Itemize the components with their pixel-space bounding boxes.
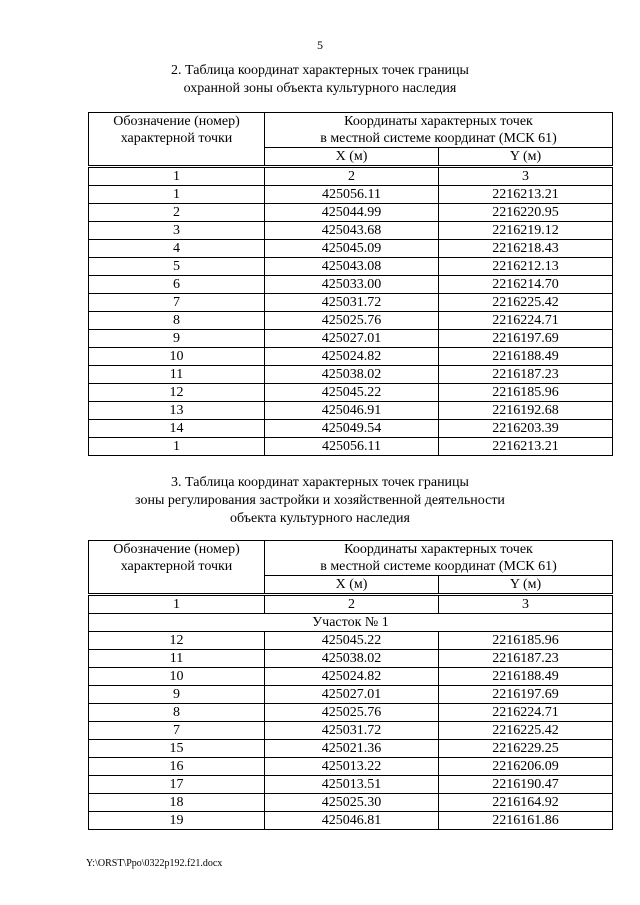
x-coordinate-cell: 425021.36 bbox=[265, 740, 439, 758]
development-regulation-zone-coordinates-table bbox=[88, 540, 613, 830]
y-coordinate-cell: 2216187.23 bbox=[439, 366, 613, 384]
point-number-cell: 12 bbox=[89, 632, 265, 650]
y-coordinate-cell: 2216225.42 bbox=[439, 294, 613, 312]
point-number-cell: 12 bbox=[89, 384, 265, 402]
table-row bbox=[89, 366, 613, 384]
y-coordinate-cell: 2216203.39 bbox=[439, 420, 613, 438]
table-row bbox=[89, 650, 613, 668]
y-coordinate-cell: 2216218.43 bbox=[439, 240, 613, 258]
y-coordinate-cell: 2216229.25 bbox=[439, 740, 613, 758]
y-coordinate-cell: 2216224.71 bbox=[439, 312, 613, 330]
x-coordinate-cell: 425027.01 bbox=[265, 330, 439, 348]
section-2-title bbox=[0, 62, 640, 98]
x-coordinate-cell: 425049.54 bbox=[265, 420, 439, 438]
x-coordinate-cell: 425025.76 bbox=[265, 312, 439, 330]
table-body bbox=[89, 186, 613, 456]
point-number-cell: 10 bbox=[89, 668, 265, 686]
y-coordinate-cell: 2216187.23 bbox=[439, 650, 613, 668]
table-row bbox=[89, 348, 613, 366]
header-y: Y (м) bbox=[439, 576, 613, 595]
table-row bbox=[89, 384, 613, 402]
page-number: 5 bbox=[317, 38, 323, 52]
y-coordinate-cell: 2216185.96 bbox=[439, 384, 613, 402]
y-coordinate-cell: 2216213.21 bbox=[439, 186, 613, 204]
x-coordinate-cell: 425031.72 bbox=[265, 722, 439, 740]
column-number-3: 3 bbox=[439, 167, 613, 186]
point-number-cell: 8 bbox=[89, 704, 265, 722]
point-number-cell: 5 bbox=[89, 258, 265, 276]
section-2-title-line-2: охранной зоны объекта культурного наследия bbox=[183, 81, 457, 96]
point-number-cell: 18 bbox=[89, 794, 265, 812]
point-number-cell: 17 bbox=[89, 776, 265, 794]
point-number-cell: 2 bbox=[89, 204, 265, 222]
table-row bbox=[89, 294, 613, 312]
y-coordinate-cell: 2216161.86 bbox=[439, 812, 613, 830]
y-coordinate-cell: 2216225.42 bbox=[439, 722, 613, 740]
section-3-title bbox=[0, 474, 640, 528]
column-number-2: 2 bbox=[265, 595, 439, 614]
point-number-cell: 1 bbox=[89, 438, 265, 456]
x-coordinate-cell: 425046.91 bbox=[265, 402, 439, 420]
table-row bbox=[89, 758, 613, 776]
table-row bbox=[89, 668, 613, 686]
x-coordinate-cell: 425056.11 bbox=[265, 438, 439, 456]
footer-file-path: Y:\ORST\Ppo\0322p192.f21.docx bbox=[86, 858, 223, 869]
point-number-cell: 16 bbox=[89, 758, 265, 776]
x-coordinate-cell: 425033.00 bbox=[265, 276, 439, 294]
table-row bbox=[89, 258, 613, 276]
section-3-title-line-1: 3. Таблица координат характерных точек границы bbox=[171, 475, 469, 490]
table-row bbox=[89, 776, 613, 794]
x-coordinate-cell: 425038.02 bbox=[265, 650, 439, 668]
protection-zone-coordinates-table bbox=[88, 112, 613, 456]
y-coordinate-cell: 2216190.47 bbox=[439, 776, 613, 794]
y-coordinate-cell: 2216219.12 bbox=[439, 222, 613, 240]
x-coordinate-cell: 425025.76 bbox=[265, 704, 439, 722]
point-number-cell: 6 bbox=[89, 276, 265, 294]
section-3-title-line-3: объекта культурного наследия bbox=[230, 511, 410, 526]
table-row bbox=[89, 438, 613, 456]
point-number-cell: 13 bbox=[89, 402, 265, 420]
column-number-2: 2 bbox=[265, 167, 439, 186]
header-point-designation: Обозначение (номер) характерной точки bbox=[89, 541, 265, 595]
table-row bbox=[89, 204, 613, 222]
point-number-cell: 8 bbox=[89, 312, 265, 330]
point-number-cell: 19 bbox=[89, 812, 265, 830]
header-coordinates: Координаты характерных точек в местной системе координат (МСК 61) bbox=[265, 541, 613, 576]
x-coordinate-cell: 425045.09 bbox=[265, 240, 439, 258]
point-number-cell: 11 bbox=[89, 650, 265, 668]
x-coordinate-cell: 425046.81 bbox=[265, 812, 439, 830]
column-number-3: 3 bbox=[439, 595, 613, 614]
table-row bbox=[89, 740, 613, 758]
table-row bbox=[89, 276, 613, 294]
x-coordinate-cell: 425025.30 bbox=[265, 794, 439, 812]
point-number-cell: 7 bbox=[89, 722, 265, 740]
point-number-cell: 10 bbox=[89, 348, 265, 366]
x-coordinate-cell: 425044.99 bbox=[265, 204, 439, 222]
y-coordinate-cell: 2216212.13 bbox=[439, 258, 613, 276]
x-coordinate-cell: 425043.68 bbox=[265, 222, 439, 240]
x-coordinate-cell: 425024.82 bbox=[265, 348, 439, 366]
y-coordinate-cell: 2216164.92 bbox=[439, 794, 613, 812]
y-coordinate-cell: 2216197.69 bbox=[439, 686, 613, 704]
table-row bbox=[89, 812, 613, 830]
header-y: Y (м) bbox=[439, 148, 613, 167]
table-row bbox=[89, 312, 613, 330]
y-coordinate-cell: 2216197.69 bbox=[439, 330, 613, 348]
point-number-cell: 4 bbox=[89, 240, 265, 258]
x-coordinate-cell: 425045.22 bbox=[265, 632, 439, 650]
x-coordinate-cell: 425031.72 bbox=[265, 294, 439, 312]
x-coordinate-cell: 425024.82 bbox=[265, 668, 439, 686]
table-row bbox=[89, 722, 613, 740]
point-number-cell: 11 bbox=[89, 366, 265, 384]
table-row bbox=[89, 240, 613, 258]
x-coordinate-cell: 425013.51 bbox=[265, 776, 439, 794]
y-coordinate-cell: 2216206.09 bbox=[439, 758, 613, 776]
y-coordinate-cell: 2216220.95 bbox=[439, 204, 613, 222]
plot-label: Участок № 1 bbox=[89, 614, 613, 632]
y-coordinate-cell: 2216192.68 bbox=[439, 402, 613, 420]
point-number-cell: 9 bbox=[89, 686, 265, 704]
y-coordinate-cell: 2216213.21 bbox=[439, 438, 613, 456]
point-number-cell: 14 bbox=[89, 420, 265, 438]
x-coordinate-cell: 425056.11 bbox=[265, 186, 439, 204]
table-row bbox=[89, 632, 613, 650]
header-x: X (м) bbox=[265, 576, 439, 595]
table-row bbox=[89, 686, 613, 704]
table-row bbox=[89, 794, 613, 812]
point-number-cell: 3 bbox=[89, 222, 265, 240]
header-coordinates: Координаты характерных точек в местной системе координат (МСК 61) bbox=[265, 113, 613, 148]
table-body bbox=[89, 632, 613, 830]
header-x: X (м) bbox=[265, 148, 439, 167]
column-number-1: 1 bbox=[89, 167, 265, 186]
point-number-cell: 15 bbox=[89, 740, 265, 758]
y-coordinate-cell: 2216224.71 bbox=[439, 704, 613, 722]
x-coordinate-cell: 425027.01 bbox=[265, 686, 439, 704]
table-row bbox=[89, 186, 613, 204]
y-coordinate-cell: 2216188.49 bbox=[439, 668, 613, 686]
y-coordinate-cell: 2216188.49 bbox=[439, 348, 613, 366]
column-number-1: 1 bbox=[89, 595, 265, 614]
point-number-cell: 9 bbox=[89, 330, 265, 348]
header-point-designation: Обозначение (номер) характерной точки bbox=[89, 113, 265, 167]
point-number-cell: 1 bbox=[89, 186, 265, 204]
y-coordinate-cell: 2216214.70 bbox=[439, 276, 613, 294]
table-row bbox=[89, 330, 613, 348]
y-coordinate-cell: 2216185.96 bbox=[439, 632, 613, 650]
point-number-cell: 7 bbox=[89, 294, 265, 312]
x-coordinate-cell: 425045.22 bbox=[265, 384, 439, 402]
table-row bbox=[89, 402, 613, 420]
x-coordinate-cell: 425013.22 bbox=[265, 758, 439, 776]
table-row bbox=[89, 222, 613, 240]
table-row bbox=[89, 420, 613, 438]
section-2-title-line-1: 2. Таблица координат характерных точек границы bbox=[171, 63, 469, 78]
table-row bbox=[89, 704, 613, 722]
x-coordinate-cell: 425043.08 bbox=[265, 258, 439, 276]
x-coordinate-cell: 425038.02 bbox=[265, 366, 439, 384]
section-3-title-line-2: зоны регулирования застройки и хозяйственной деятельности bbox=[135, 493, 505, 508]
